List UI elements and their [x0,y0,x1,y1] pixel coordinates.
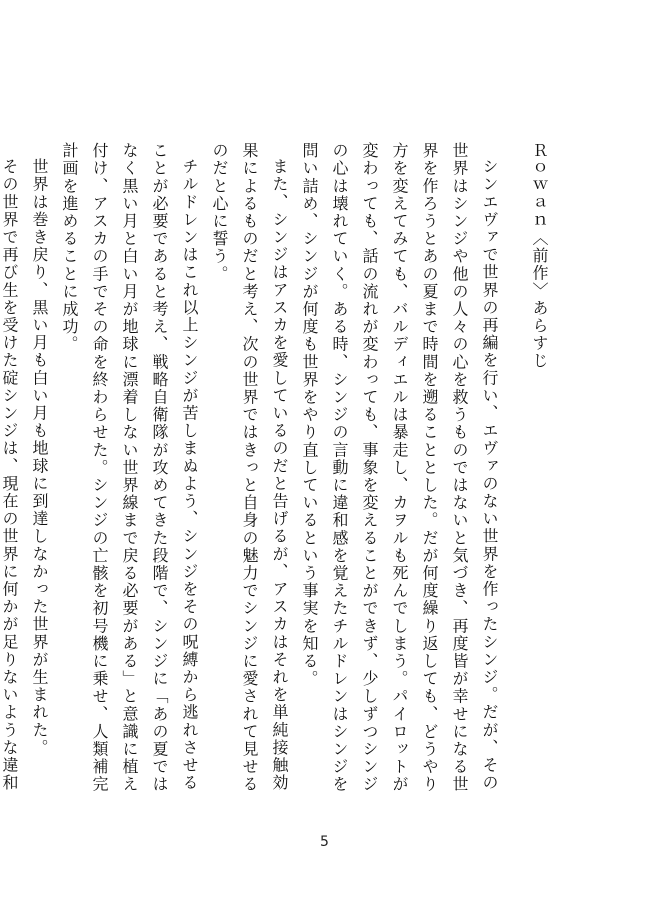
paragraph-1: シンエヴァで世界の再編を行い、エヴァのない世界を作ったシンジ。だが、その世界はシンジや他の人々の心を救うものではないと気づき、再度皆が幸せになる世界を作ろうとあの夏まで時間を遡ることとした。だが何度繰り返しても、どうやり方を変えてみても、バルディエルは暴走し、カヲルも死んでしまう。パイロットが変わっても、話の流れが変わっても、事象を変えることができず、少しずつシンジの心は壊れていく。ある時、シンジの言動に違和感を覚えたチルドレンはシンジを問い詰め、シンジが何度も世界をやり直しているという事実を知る。 [300,142,499,794]
paragraph-4: 世界は巻き戻り、黒い月も白い月も地球に到達しなかった世界が生まれた。 [30,158,49,757]
paragraph-3: チルドレンはこれ以上シンジが苦しまぬよう、シンジをその呪縛から逃れさせることが必要であると考え、戦略自衛隊が攻めてきた段階で、シンジに「あの夏ではなく黒い月と白い月が地球に漂着しない世界線まで戻る必要がある」と意識に植え付け、アスカの手でその命を終わらせた。シンジの亡骸を初号機に乗せ、人類補完計画を進めることに成功。 [60,142,199,794]
paragraph-5: その世界で再び生を受けた碇シンジは、現在の世界に何かが足りないような違和 [0,158,19,792]
page-number: 5 [320,834,329,850]
paragraph-2: また、シンジはアスカを愛しているのだと告げるが、アスカはそれを単純接触効果によるものだと考え、次の世界ではきっと自身の魅力でシンジに愛されて見せるのだと心に誓う。 [210,142,289,794]
document-title: Ｒｏｗａｎ〈前作〉あらすじ [530,142,549,370]
vertical-text-block [0,142,554,802]
